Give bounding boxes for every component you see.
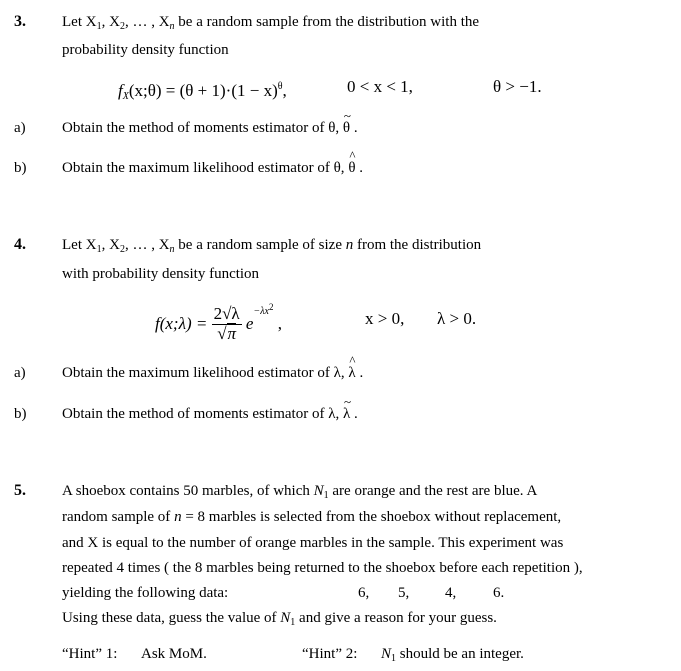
problem-4-number: 4. [14, 236, 26, 253]
problem-4-param: λ > 0. [437, 309, 477, 328]
problem-5-number: 5. [14, 482, 26, 499]
problem-3-line2: probability density function [62, 42, 229, 58]
problem-5-hint2-label: “Hint” 2: [302, 646, 358, 662]
problem-5-hint1-label: “Hint” 1: [62, 646, 118, 662]
problem-3-pdf: $f_X(x;\theta) = (\theta + 1)\cdot(1 - x)^\theta$, [118, 81, 287, 102]
problem-5-data-3: 4, [445, 585, 457, 601]
problem-5-hint1-text: Ask MoM. [141, 646, 207, 662]
problem-3b-label: b) [14, 160, 27, 176]
problem-4-intro: Let $X_1$, $X_2$, … , $X_n$ be a random sample of size n from the distribution [62, 237, 482, 255]
problem-5-line2: random sample of n = 8 marbles is selected from the shoebox without replacement, [62, 509, 562, 525]
problem-5-hint2-text: $N_1$ should be an integer. [381, 646, 524, 664]
problem-5-data-2: 5, [398, 585, 410, 601]
problem-4a-label: a) [14, 365, 26, 381]
problem-4b-label: b) [14, 406, 27, 422]
problem-5-line4: repeated 4 times ( the 8 marbles being returned to the shoebox before each repetition ), [62, 560, 583, 576]
problem-4b-text: Obtain the method of moments estimator of λ, ~ λ . [62, 394, 358, 422]
problem-3-support: 0 < x < 1, [347, 77, 413, 96]
problem-3-intro: Let $X_1$, $X_2$, … , $X_n$ be a random sample from the distribution with the [62, 14, 480, 32]
problem-4a-text: Obtain the maximum likelihood estimator of λ, ^ λ . [62, 353, 364, 381]
problem-3-number: 3. [14, 13, 26, 30]
problem-4-pdf: f(x;λ) = $\frac{2√\lambda}{√\pi}$ $e^{-\lambda x2}$ , [155, 302, 282, 344]
problem-5-data-1: 6, [358, 585, 370, 601]
problem-5-line3: and X is equal to the number of orange marbles in the sample. This experiment was [62, 535, 564, 551]
problem-5-data-4: 6. [493, 585, 505, 601]
problem-3b-text: Obtain the maximum likelihood estimator of θ, ^ θ . [62, 148, 363, 176]
problem-4-line2: with probability density function [62, 266, 260, 282]
problem-5-line6: Using these data, guess the value of $N_1$ and give a reason for your guess. [62, 610, 497, 628]
problem-5-line1: A shoebox contains 50 marbles, of which $N_1$ are orange and the rest are blue. A [62, 483, 538, 501]
problem-4-support: x > 0, [365, 309, 405, 328]
problem-5-line5: yielding the following data: [62, 585, 229, 601]
problem-3a-label: a) [14, 120, 26, 136]
problem-3-param: θ > −1. [493, 77, 542, 96]
problem-3a-text: Obtain the method of moments estimator of θ, ~ θ . [62, 108, 358, 136]
